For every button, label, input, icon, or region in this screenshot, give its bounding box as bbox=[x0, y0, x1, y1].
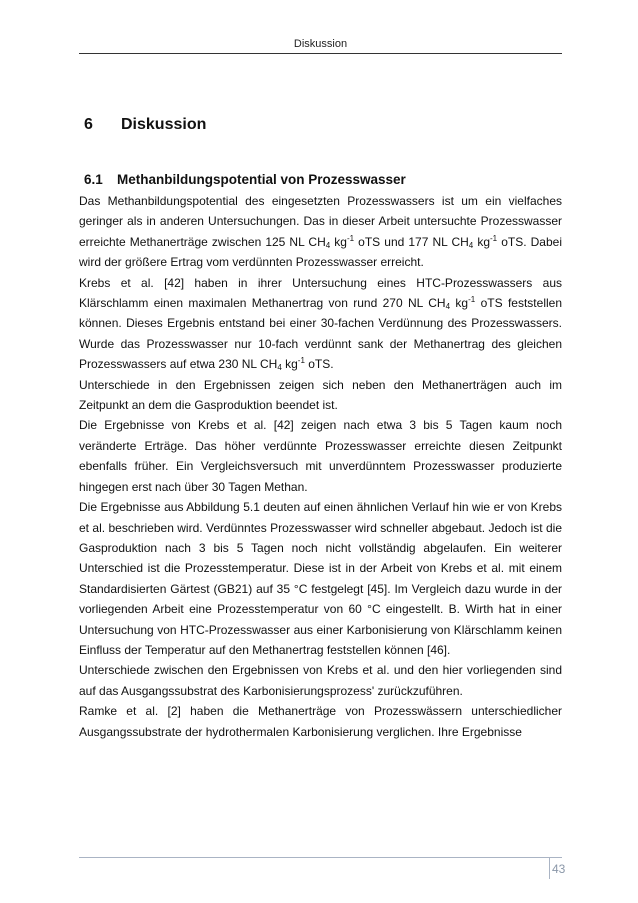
paragraph-7: Ramke et al. [2] haben die Methanerträge von Prozesswässern unterschiedlicher Ausgangssubstrate der hydrothermalen Karbonisierung verglichen. Ihre Ergebnisse bbox=[79, 704, 562, 739]
footer-rule bbox=[79, 857, 562, 858]
chapter-heading bbox=[84, 116, 206, 134]
paragraph-4: Die Ergebnisse von Krebs et al. [42] zeigen nach etwa 3 bis 5 Tagen kaum noch veränderte Erträge. Das höher verdünnte Prozesswasser erreichte diesen Zeitpunkt ebenfalls früher. Ein Vergleichsversuch mit unverdünntem Prozesswasser produzierte hingegen erst nach über 30 Tagen Methan. bbox=[79, 418, 562, 494]
paragraph-2: Krebs et al. [42] haben in ihrer Untersuchung eines HTC-Prozesswassers aus Klärschlamm einen maximalen Methanertrag von rund 270 NL $CH_4$ $kg^{-1}$ oTS feststellen können. Dieses Ergebnis entstand bei einer 30-fachen Verdünnung des Prozesswassers. Wurde das Prozesswasser nur 10-fach verdünnt sank der Methanertrag des gleichen Prozesswassers auf etwa 230 NL $CH_4$ $kg^{-1}$ oTS. bbox=[79, 275, 562, 373]
paragraph-6: Unterschiede zwischen den Ergebnissen von Krebs et al. und den hier vorliegenden sind auf das Ausgangssubstrat des Karbonisierungsprozess' zurückzuführen. bbox=[79, 663, 562, 698]
section-number: 6.1 bbox=[84, 172, 103, 187]
running-header: Diskussion bbox=[293, 38, 348, 50]
paragraph-5: Die Ergebnisse aus Abbildung 5.1 deuten auf einen ähnlichen Verlauf hin wie er von Krebs et al. beschrieben wird. Verdünntes Prozesswasser wird schneller abgebaut. Jedoch ist die Gasproduktion nach 3 bis 5 Tagen noch nicht vollständig abgelaufen. Ein weiterer Unterschied ist die Prozesstemperatur. Diese ist in der Arbeit von Krebs et al. mit einem Standardisierten Gärtest (GB21) auf 35 °C festgelegt [45]. Im Vergleich dazu wurde in der vorliegenden Arbeit eine Prozesstemperatur von 60 °C eingestellt. B. Wirth hat in einer Untersuchung von HTC-Prozesswasser aus einer Karbonisierung von Klärschlamm keinen Einfluss der Temperatur auf den Methanertrag feststellen können [46]. bbox=[79, 500, 562, 657]
section-heading bbox=[84, 172, 406, 187]
paragraph-1: Das Methanbildungspotential des eingesetzten Prozesswassers ist um ein vielfaches geringer als in anderen Untersuchungen. Das in dieser Arbeit untersuchte Prozesswasser erreichte Methanerträge zwischen 125 NL $CH_4$ $kg^{-1}$ oTS und 177 NL $CH_4$ $kg^{-1}$ oTS. Dabei wird der größere Ertrag vom verdünnten Prozesswasser erreicht. bbox=[79, 194, 562, 270]
header-rule bbox=[79, 53, 562, 54]
paragraph-3: Unterschiede in den Ergebnissen zeigen sich neben den Methanerträgen auch im Zeitpunkt an dem die Gasproduktion beendet ist. bbox=[79, 377, 562, 413]
chapter-number: 6 bbox=[84, 116, 93, 133]
page-number-divider bbox=[549, 857, 550, 879]
body-text bbox=[79, 191, 562, 742]
page-number: 43 bbox=[552, 862, 566, 876]
chapter-title: Diskussion bbox=[121, 116, 207, 133]
section-title: Methanbildungspotential von Prozesswasser bbox=[117, 172, 406, 187]
